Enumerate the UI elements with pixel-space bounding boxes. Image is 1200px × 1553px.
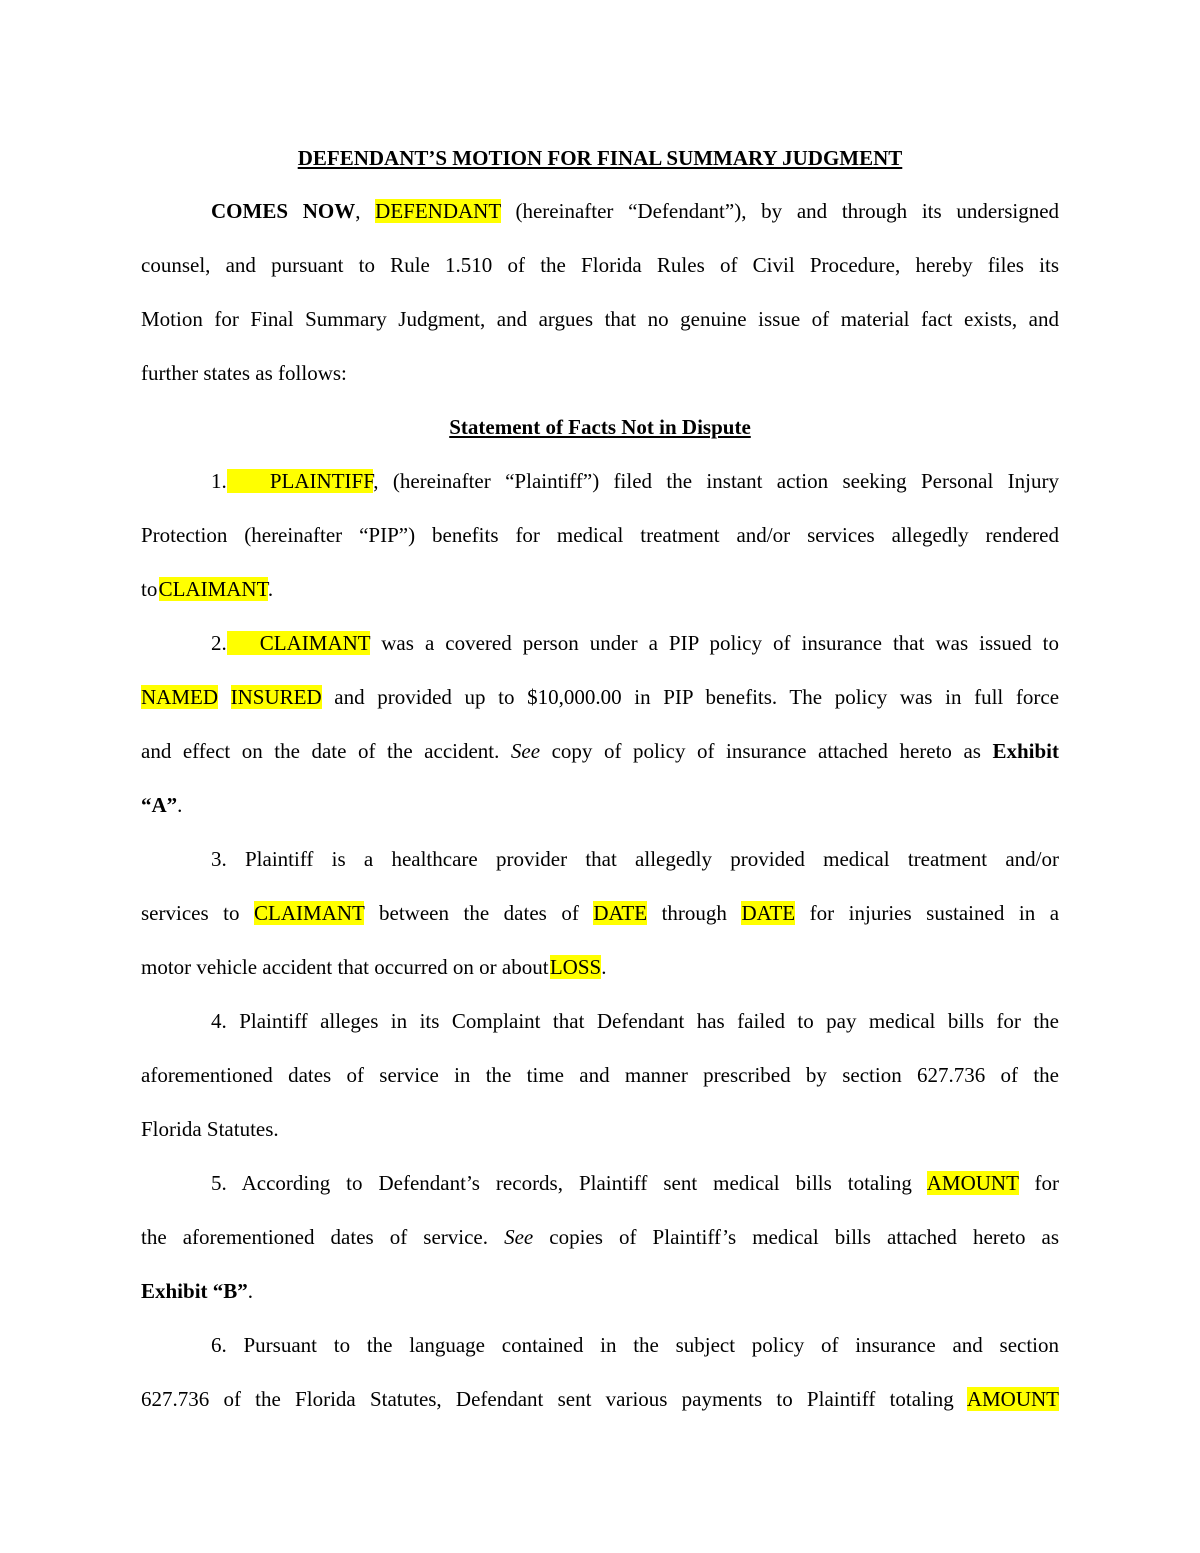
date-placeholder: DATE	[593, 901, 648, 925]
amount-placeholder: AMOUNT	[966, 1387, 1059, 1411]
p3-text-e: motor vehicle accident that occurred on or about	[141, 955, 549, 979]
p3-number: 3.	[211, 847, 227, 871]
p6-text: Pursuant to the language contained in the subject policy of insurance and section	[243, 1333, 1060, 1357]
p6-line-2	[141, 1386, 1059, 1412]
p1-text: , (hereinafter “Plaintiff”) filed the instant action seeking Personal Injury	[373, 469, 1059, 493]
p1-to-text: to	[141, 577, 158, 601]
p3-period: .	[601, 955, 607, 979]
p2-number: 2.	[211, 631, 227, 655]
p1-line-3	[141, 576, 1059, 602]
p5-line-1	[211, 1170, 1059, 1196]
p5-number: 5.	[211, 1171, 227, 1195]
p3-line-2	[141, 900, 1059, 926]
p4-number: 4.	[211, 1009, 227, 1033]
intro-line-3: Motion for Final Summary Judgment, and argues that no genuine issue of material fact exists, and	[141, 307, 1059, 331]
p1-number: 1.	[211, 469, 227, 493]
p1-period: .	[267, 577, 274, 601]
exhibit-a-label: “A”	[141, 793, 178, 817]
p2-text-2: and provided up to $10,000.00 in PIP benefits. The policy was in full force	[334, 685, 1060, 709]
p3-text-a: services to	[141, 901, 240, 925]
p2-line-2	[141, 684, 1059, 710]
amount-placeholder: AMOUNT	[926, 1171, 1019, 1195]
p4-line-3: Florida Statutes.	[141, 1117, 279, 1141]
date-placeholder: DATE	[741, 901, 796, 925]
p6-text-a: 627.736 of the Florida Statutes, Defendant sent various payments to Plaintiff totaling	[141, 1387, 954, 1411]
see-signal: See	[510, 739, 541, 763]
intro-line-1	[211, 198, 1059, 224]
document-title: DEFENDANT’S MOTION FOR FINAL SUMMARY JUDGMENT	[297, 146, 903, 170]
p5-text-b: for	[1034, 1171, 1060, 1195]
p2-line-4	[141, 792, 1059, 818]
named-placeholder: NAMED	[141, 685, 218, 709]
comes-now-text: COMES NOW	[211, 199, 356, 223]
p2-line-1	[211, 630, 1059, 656]
exhibit-b-label: Exhibit “B”	[141, 1279, 248, 1303]
p1-line-2: Protection (hereinafter “PIP”) benefits for medical treatment and/or services allegedly rendered	[141, 523, 1059, 547]
p3-line-3	[141, 954, 1059, 980]
p2-period: .	[177, 793, 183, 817]
p4-line-1	[211, 1008, 1059, 1034]
plaintiff-placeholder: PLAINTIFF	[227, 469, 373, 493]
p6-number: 6.	[211, 1333, 227, 1357]
p1-line-1	[211, 468, 1059, 494]
section-heading: Statement of Facts Not in Dispute	[449, 415, 751, 439]
insured-placeholder: INSURED	[230, 685, 322, 709]
defendant-placeholder: DEFENDANT	[375, 199, 501, 223]
p5-line-2	[141, 1224, 1059, 1250]
p2-text-4: copy of policy of insurance attached hereto as	[551, 739, 981, 763]
p5-period: .	[247, 1279, 254, 1303]
claimant-placeholder: CLAIMANT	[158, 577, 268, 601]
p3-text-b: between the dates of	[379, 901, 579, 925]
p2-text: was a covered person under a PIP policy of insurance that was issued to	[381, 631, 1060, 655]
p5-text-a: According to Defendant’s records, Plaintiff sent medical bills totaling	[241, 1171, 912, 1195]
intro-line-2: counsel, and pursuant to Rule 1.510 of the Florida Rules of Civil Procedure, hereby files its	[141, 253, 1059, 277]
p2-text-3: and effect on the date of the accident.	[141, 739, 500, 763]
p3-line-1	[211, 846, 1059, 872]
see-signal: See	[504, 1225, 534, 1249]
p5-text-d: copies of Plaintiff’s medical bills attached hereto as	[549, 1225, 1060, 1249]
p5-line-3	[141, 1278, 1059, 1304]
intro-text: (hereinafter “Defendant”), by and through its undersigned	[515, 199, 1060, 223]
exhibit-label: Exhibit	[992, 739, 1059, 763]
p6-line-1	[211, 1332, 1059, 1358]
p3-text-d: for injuries sustained in a	[809, 901, 1060, 925]
p4-text: Plaintiff alleges in its Complaint that Defendant has failed to pay medical bills for the	[239, 1009, 1059, 1033]
p3-text: Plaintiff is a healthcare provider that allegedly provided medical treatment and/or	[244, 847, 1059, 871]
claimant-placeholder: CLAIMANT	[254, 901, 365, 925]
p3-text-c: through	[661, 901, 727, 925]
loss-placeholder: LOSS	[549, 955, 602, 979]
claimant-placeholder: CLAIMANT	[227, 631, 371, 655]
comma-text: ,	[355, 199, 361, 223]
p2-line-3	[141, 738, 1059, 764]
intro-line-4: further states as follows:	[141, 361, 347, 385]
p5-text-c: the aforementioned dates of service.	[141, 1225, 489, 1249]
p4-line-2: aforementioned dates of service in the time and manner prescribed by section 627.736 of the	[141, 1063, 1059, 1087]
